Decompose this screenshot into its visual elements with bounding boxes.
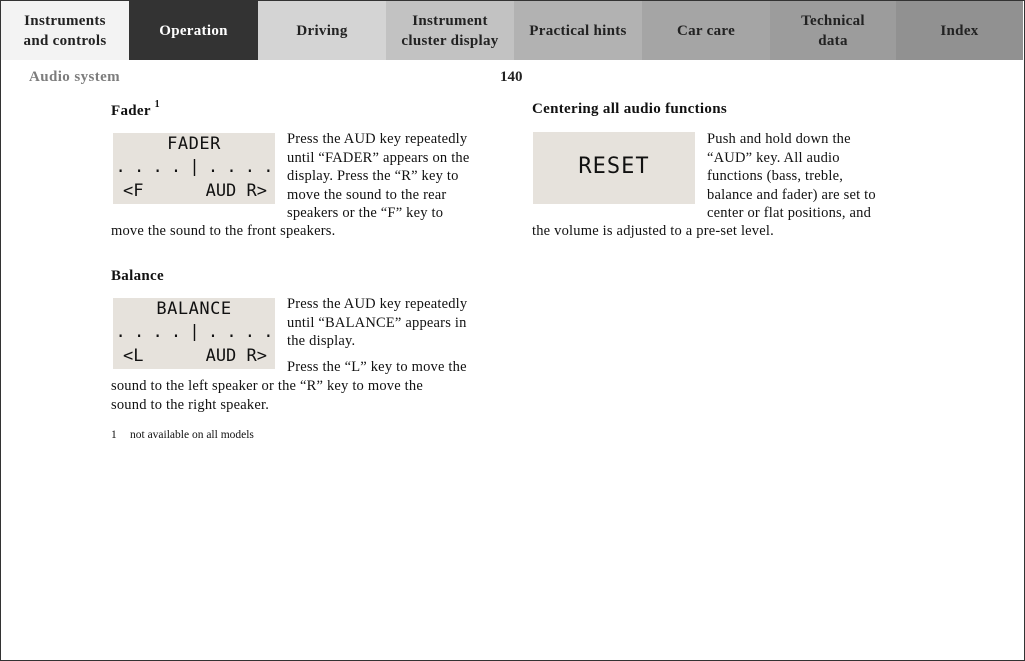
footnote-reference[interactable]: 1 bbox=[154, 99, 160, 110]
tab-instruments-and-controls[interactable]: Instruments and controls bbox=[1, 1, 129, 60]
centering-heading: Centering all audio functions bbox=[532, 101, 727, 117]
balance-instructions-continued bbox=[111, 377, 423, 414]
balance-display bbox=[113, 298, 275, 369]
fader-display-keys bbox=[123, 181, 267, 201]
reset-display bbox=[533, 132, 695, 204]
balance-text-line: the display. bbox=[287, 333, 356, 349]
balance-display-right-key: AUD R> bbox=[205, 346, 267, 366]
fader-instructions bbox=[287, 130, 470, 223]
tab-index[interactable]: Index bbox=[896, 1, 1023, 60]
tab-operation[interactable]: Operation bbox=[129, 1, 258, 60]
page-number: 140 bbox=[500, 69, 523, 85]
footnote-number: 1 bbox=[111, 429, 117, 441]
tab-car-care[interactable]: Car care bbox=[642, 1, 770, 60]
section-title: Audio system bbox=[29, 69, 121, 85]
top-navigation bbox=[1, 1, 1023, 60]
fader-heading bbox=[111, 101, 160, 120]
fader-heading-text: Fader bbox=[111, 103, 151, 119]
centering-text-line: center or flat positions, and bbox=[707, 205, 872, 221]
fader-text-line: speakers or the “F” key to bbox=[287, 205, 444, 221]
balance-text-line: Press the AUD key repeatedly bbox=[287, 296, 468, 312]
reset-display-text: RESET bbox=[578, 154, 650, 179]
tab-technical-data[interactable]: Technical data bbox=[770, 1, 896, 60]
balance-heading: Balance bbox=[111, 268, 164, 284]
fader-display-right-key: AUD R> bbox=[205, 181, 267, 201]
fader-display-scale: . . . . | . . . . bbox=[115, 157, 273, 177]
fader-text-line: Press the AUD key repeatedly bbox=[287, 131, 468, 147]
balance-text-line: sound to the left speaker or the “R” key to move the bbox=[111, 378, 423, 394]
balance-instructions bbox=[287, 295, 467, 351]
tab-driving[interactable]: Driving bbox=[258, 1, 386, 60]
tab-practical-hints[interactable]: Practical hints bbox=[514, 1, 642, 60]
fader-display-title: FADER bbox=[167, 134, 221, 154]
fader-instructions-continued: move the sound to the front speakers. bbox=[111, 223, 336, 239]
centering-instructions-continued: the volume is adjusted to a pre-set level. bbox=[532, 223, 774, 239]
fader-display-left-key: <F bbox=[123, 181, 144, 201]
balance-display-left-key: <L bbox=[123, 346, 144, 366]
balance-display-title: BALANCE bbox=[156, 299, 232, 319]
footnote-text: not available on all models bbox=[130, 429, 254, 441]
centering-text-line: Push and hold down the bbox=[707, 131, 851, 147]
tab-instrument-cluster-display[interactable]: Instrument cluster display bbox=[386, 1, 514, 60]
fader-display bbox=[113, 133, 275, 204]
fader-text-line: until “FADER” appears on the bbox=[287, 149, 470, 166]
balance-text-line: sound to the right speaker. bbox=[111, 396, 270, 413]
fader-text-line: display. Press the “R” key to bbox=[287, 168, 459, 184]
balance-text-line: until “BALANCE” appears in bbox=[287, 314, 467, 331]
footnote bbox=[111, 429, 254, 441]
balance-display-scale: . . . . | . . . . bbox=[115, 322, 273, 342]
centering-text-line: balance and fader) are set to bbox=[707, 186, 876, 203]
balance-display-keys bbox=[123, 346, 267, 366]
centering-instructions bbox=[707, 130, 876, 223]
centering-text-line: functions (bass, treble, bbox=[707, 168, 844, 184]
centering-text-line: “AUD” key. All audio bbox=[707, 149, 840, 166]
fader-text-line: move the sound to the rear bbox=[287, 186, 447, 203]
balance-instructions-2: Press the “L” key to move the bbox=[287, 359, 467, 375]
